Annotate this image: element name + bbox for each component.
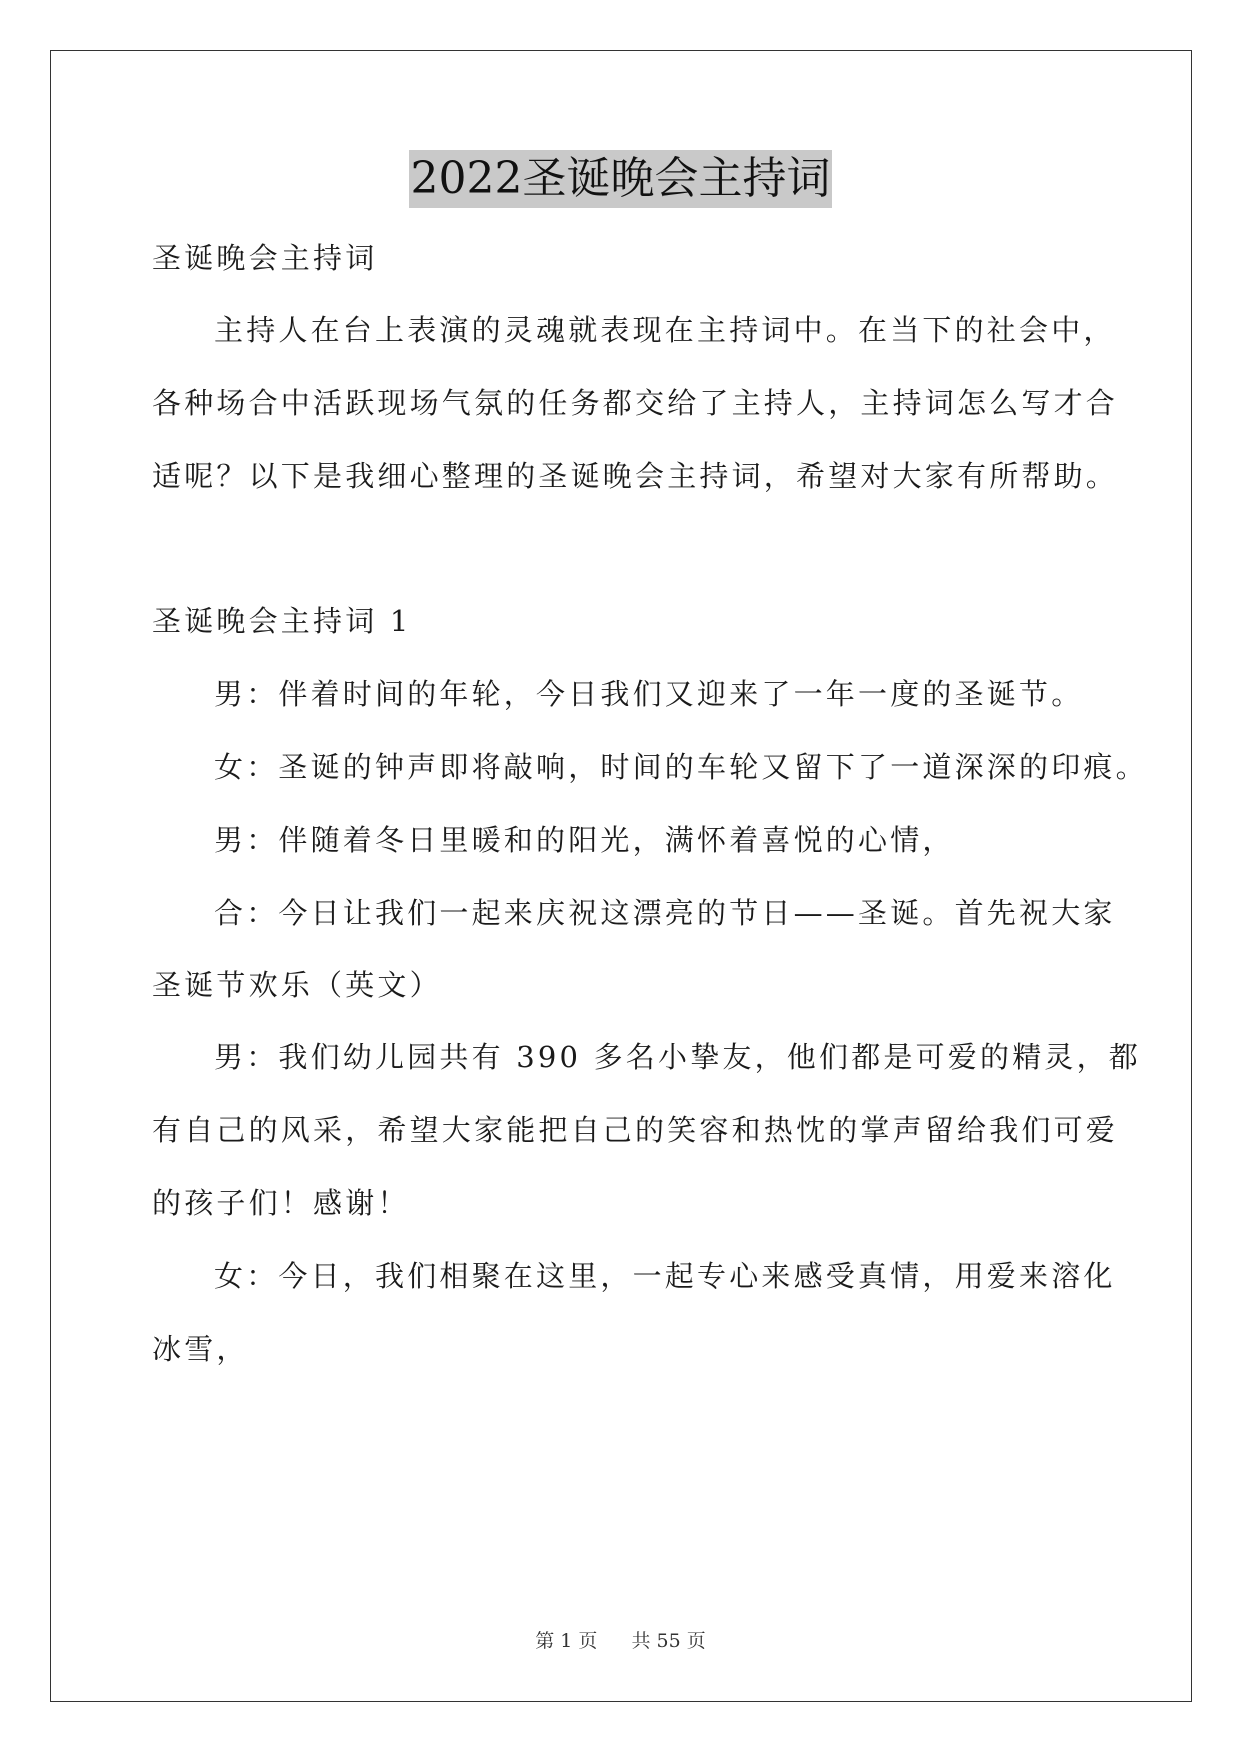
paragraph-line: 男：我们幼儿园共有 390 多名小挚友，他们都是可爱的精灵，都 [214,1040,1141,1074]
paragraph-line: 合：今日让我们一起来庆祝这漂亮的节日——圣诞。首先祝大家 [214,896,1116,930]
paragraph-line: 男：伴着时间的年轮，今日我们又迎来了一年一度的圣诞节。 [214,677,1084,711]
paragraph-line: 有自己的风采，希望大家能把自己的笑容和热忱的掌声留给我们可爱 [152,1113,1119,1147]
page-border [50,50,1192,1702]
paragraph-line: 冰雪， [152,1332,249,1366]
page-footer [0,1628,1241,1654]
paragraph-line: 主持人在台上表演的灵魂就表现在主持词中。在当下的社会中， [214,313,1116,347]
paragraph-line: 的孩子们！感谢！ [152,1186,410,1220]
page-number: 第 1 页 [535,1630,598,1652]
paragraph-line: 各种场合中活跃现场气氛的任务都交给了主持人，主持词怎么写才合 [152,386,1119,420]
section-heading: 圣诞晚会主持词 [152,241,378,275]
paragraph-line: 男：伴随着冬日里暖和的阳光，满怀着喜悦的心情， [214,823,955,857]
paragraph-line: 女：圣诞的钟声即将敲响，时间的车轮又留下了一道深深的印痕。 [214,750,1148,784]
paragraph-line: 女：今日，我们相聚在这里，一起专心来感受真情，用爱来溶化 [214,1259,1116,1293]
paragraph-line: 圣诞节欢乐（英文） [152,968,442,1002]
title-container [0,150,1241,208]
document-title: 2022圣诞晚会主持词 [409,150,833,208]
section-heading: 圣诞晚会主持词 1 [152,604,412,638]
page-total: 共 55 页 [631,1630,706,1652]
paragraph-line: 适呢？以下是我细心整理的圣诞晚会主持词，希望对大家有所帮助。 [152,459,1119,493]
